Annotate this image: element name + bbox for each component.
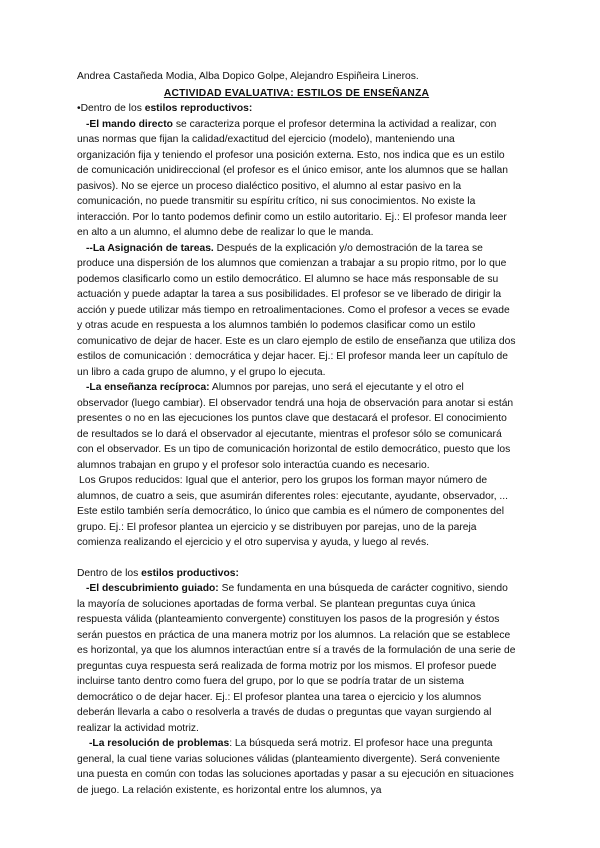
paragraph-text: : La búsqueda será motriz. El profesor hace una pregunta general, la cual tiene varias soluciones válidas (planteamiento divergente). Será conveniente una puesta en común con todas las soluciones aportadas y pasar a su ejecución en situaciones de juego. La relación existente, es horizontal entre los alumnos, ya xyxy=(77,738,514,796)
paragraph-text: se caracteriza porque el profesor determina la actividad a realizar, con unas normas que fijan la calidad/exactitud del ejercicio (modelo), manteniendo una organización fija y teniendo el profesor una posición externa. Esto, nos indica que es un estilo de comunicación unidireccional (el profesor es el único emisor, ante los alumnos que se hallan pasivos). No se ejerce un proceso dialéctico positivo, el alumno al estar pasivo en la comunicación, no puede transmitir su espíritu crítico, ni sus conocimientos. No existe la interacción. Por lo tanto podemos definir como un estilo autoritario. Ej.: El profesor manda leer en alto a un alumno, el alumno debe de realizar lo que le manda. xyxy=(77,118,508,238)
section-productive-heading xyxy=(77,566,516,582)
paragraph-text: Después de la explicación y/o demostración de la tarea se produce una dispersión de los alumnos que comienzan a trabajar a su propio ritmo, por lo que podemos clasificarlo como un estilo democrático. El alumno se hace más responsable de su actuación y puede adaptar la tarea a sus posibilidades. El profesor se ve liberado de dirigir la acción y puede utilizar más tiempo en retroalimentaciones. Como el profesor a veces se evade y otras acude en respuesta a los alumnos también lo podemos clasificar como un estilo comunicativo de dejar de hacer. Este es un claro ejemplo de estilo de enseñanza que utiliza dos estilos de comunicación : democrática y dejar hacer. Ej.: El profesor manda leer un capítulo de un libro a cada grupo de alumno, y el grupo lo ejecuta. xyxy=(77,242,516,378)
section-reproductive-heading xyxy=(77,101,516,117)
section-prefix: Dentro de los xyxy=(77,567,142,579)
authors-line: Andrea Castañeda Modia, Alba Dopico Golpe, Alejandro Espiñeira Lineros. xyxy=(77,71,419,82)
paragraph-lead: -La enseñanza recíproca: xyxy=(86,382,210,393)
paragraph-resolucion-problemas xyxy=(77,736,516,798)
paragraph-mando-directo xyxy=(77,117,516,241)
paragraph-grupos-reducidos: Los Grupos reducidos: Igual que el anterior, pero los grupos los forman mayor número de alumnos, de cuatro a seis, que asumirán diferentes roles: ejecutante, ayudante, observador, ... Este estilo también sería democrático, lo único que cambia es el número de componentes del grupo. Ej.: El profesor plantea un ejercicio y se distribuyen por parejas, uno de la pareja comienza realizando el ejercicio y el otro supervisa y ayuda, y luego al revés. xyxy=(77,475,509,548)
paragraph-text: Se fundamenta en una búsqueda de carácter cognitivo, siendo la mayoría de soluciones aportadas de forma verbal. Se plantean preguntas cuya única respuesta válida (planteamiento convergente) constituyen los pasos de la progresión y éstos serán puestos en práctica de una manera motriz por los alumnos. La relación que se establece es horizontal, ya que los alumnos interactúan entre sí a través de la formulación de una serie de preguntas cuya respuesta será realizada de forma motriz por los mismos. El profesor puede incluirse tanto dentro como fuera del grupo, por lo que se podría tratar de un sistema democrático o de dejar hacer. Ej.: El profesor plantea una tarea o ejercicio y los alumnos deberán llevarla a cabo o resolverla a través de dudas o preguntas que vayan surgiendo al realizar la actividad motriz. xyxy=(77,583,516,734)
paragraph-lead: -La resolución de problemas xyxy=(89,738,230,749)
section-heading: estilos productivos: xyxy=(141,567,239,579)
section-heading: estilos reproductivos: xyxy=(144,103,253,114)
paragraph-lead: --La Asignación de tareas. xyxy=(86,242,214,254)
paragraph-text: Alumnos por parejas, uno será el ejecutante y el otro el observador (luego cambiar). El observador tendrá una hoja de observación para anotar si están presentes o no en las ejecuciones los puntos clave que destacará el profesor. El conocimiento de resultados se lo dará el observador al ejecutante, mientras el profesor sólo se comunicará con el observador. Es un tipo de comunicación horizontal de estilo democrático, puesto que los alumnos trabajan en grupo y el profesor solo interactúa cuando es necesario. xyxy=(77,382,514,471)
paragraph-lead: -El mando directo xyxy=(86,118,173,130)
document-title: ACTIVIDAD EVALUATIVA: ESTILOS DE ENSEÑANZA xyxy=(163,87,430,99)
section-prefix: •Dentro de los xyxy=(77,103,145,114)
paragraph-ensenanza-reciproca xyxy=(77,380,516,473)
paragraph-descubrimiento-guiado xyxy=(77,581,516,736)
paragraph-lead: -El descubrimiento guiado: xyxy=(86,583,219,594)
paragraph-asignacion-tareas xyxy=(77,241,516,381)
